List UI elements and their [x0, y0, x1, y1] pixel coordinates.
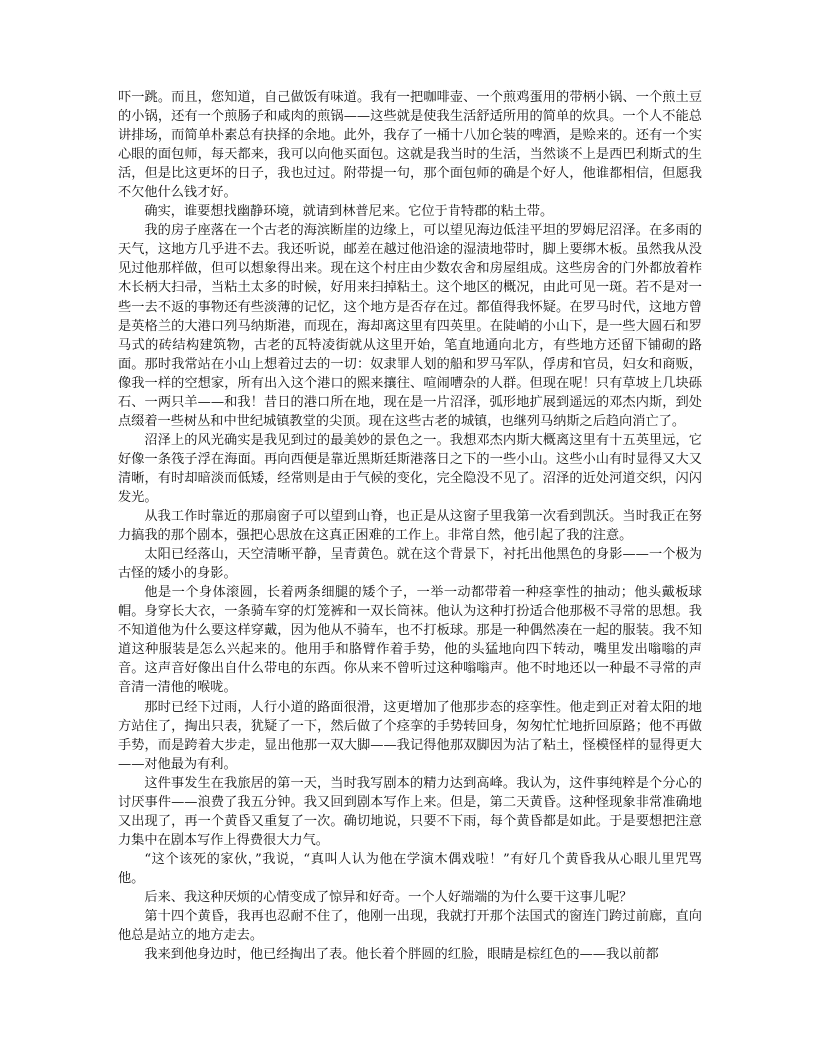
paragraph: 他是一个身体滚圆，长着两条细腿的矮个子，一举一动都带着一种痉挛性的抽动；他头戴板球帽。身穿长大衣，一条骑车穿的灯笼裤和一双长筒袜。他认为这种打扮适合他那极不寻常的思想。我不知道他为什么要这样穿戴，因为他从不骑车，也不打板球。那是一种偶然凑在一起的服装。我不知道这种服装是怎么兴起来的。他用手和胳臂作着手势，他的头猛地向四下转动，嘴里发出嗡嗡的声音。这声音好像出自什么带电的东西。你从来不曾听过这种嗡嗡声。他不时地还以一种最不寻常的声音清一清他的喉咙。 [118, 585, 702, 696]
paragraph: 确实，谁要想找幽静环境，就请到林普尼来。它位于肯特郡的粘土带。 [144, 204, 554, 220]
paragraph: 从我工作时靠近的那扇窗子可以望到山脊，也正是从这窗子里我第一次看到凯沃。当时我正在努力搞我的那个剧本，强把心思放在这真正困难的工作上。非常自然，他引起了我的注意。 [118, 509, 702, 544]
paragraph: 那时已经下过雨，人行小道的路面很滑，这更增加了他那步态的痉挛性。他走到正对着太阳的地方站住了，掏出只表，犹疑了一下，然后做了个痉挛的手势转回身，匆匆忙忙地折回原路；他不再做手势，而是跨着大步走，显出他那一双大脚——我记得他那双脚因为沾了粘土，怪模怪样的显得更大——对他最为有利。 [118, 699, 702, 772]
paragraph: 吓一跳。而且，您知道，自己做饭有味道。我有一把咖啡壶、一个煎鸡蛋用的带柄小锅、一个煎土豆的小锅，还有一个煎肠子和咸肉的煎锅——这些就是使我生活舒适所用的简单的炊具。一个人不能总讲排场，而简单朴素总有抉择的余地。此外，我存了一桶十八加仑装的啤酒，是赊来的。还有一个实心眼的面包师，每天都来，我可以向他买面包。这就是我当时的生活，当然谈不上是西巴利斯式的生活，但是比这更坏的日子，我也过过。附带提一句，那个面包师的确是个好人，他谁都相信，但愿我不欠他什么钱才好。 [118, 90, 702, 201]
paragraph: “这个该死的家伙，”我说，“真叫人认为他在学演木偶戏啦！”有好几个黄昏我从心眼儿里咒骂他。 [118, 851, 702, 886]
paragraph: 这件事发生在我旅居的第一天，当时我写剧本的精力达到高峰。我认为，这件事纯粹是个分心的讨厌事件——浪费了我五分钟。我又回到剧本写作上来。但是，第二天黄昏。这种怪现象非常准确地又出现了，再一个黄昏又重复了一次。确切地说，只要不下雨，每个黄昏都是如此。于是要想把注意力集中在剧本写作上得费很大力气。 [118, 775, 702, 848]
paragraph: 太阳已经落山，天空清晰平静，呈青黄色。就在这个背景下，衬托出他黑色的身影——一个极为古怪的矮小的身影。 [118, 547, 702, 582]
paragraph: 第十四个黄昏，我再也忍耐不住了，他刚一出现，我就打开那个法国式的窗连门跨过前廊，直向他总是站立的地方走去。 [118, 909, 702, 944]
paragraph: 我来到他身边时，他已经掏出了表。他长着个胖圆的红脸，眼睛是棕红色的——我以前都 [144, 947, 659, 963]
paragraph: 沼泽上的风光确实是我见到过的最美妙的景色之一。我想邓杰内斯大概离这里有十五英里远，它好像一条筏子浮在海面。再向西便是靠近黑斯廷斯港落日之下的一些小山。这些小山有时显得又大又清晰，有时却暗淡而低矮，经常则是由于气候的变化，完全隐没不见了。沼泽的近处河道交织，闪闪发光。 [118, 432, 702, 505]
document-page [118, 88, 702, 964]
paragraph: 后来、我这种厌烦的心情变成了惊异和好奇。一个人好端端的为什么要干这事儿呢？ [144, 889, 633, 905]
paragraph: 我的房子座落在一个古老的海滨断崖的边缘上，可以望见海边低洼平坦的罗姆尼沼泽。在多雨的天气，这地方几乎进不去。我还听说，邮差在越过他沿途的湿渍地带时，脚上要绑木板。虽然我从没见过他那样做，但可以想象得出来。现在这个村庄由少数农舍和房屋组成。这些房舍的门外都放着柞木长柄大扫帚，当粘土太多的时候，好用来扫掉粘土。这个地区的概况，由此可见一斑。若不是对一些一去不返的事物还有些淡薄的记忆，这个地方是否存在过。都值得我怀疑。在罗马时代，这地方曾是英格兰的大港口列马纳斯港，而现在，海却离这里有四英里。在陡峭的小山下，是一些大圆石和罗马式的砖结构建筑物，古老的瓦特凌街就从这里开始，笔直地通向北方，有些地方还留下铺砌的路面。那时我常站在小山上想着过去的一切：奴隶罪人划的船和罗马军队，俘虏和官员，妇女和商贩，像我一样的空想家，所有出入这个港口的熙来攘往、喧闹嘈杂的人群。但现在呢！只有草坡上几块砾石、一两只羊——和我！昔日的港口所在地，现在是一片沼泽，弧形地扩展到遥远的邓杰内斯，到处点缀着一些树丛和中世纪城镇教堂的尖顶。现在这些古老的城镇，也继列马纳斯之后趋向消亡了。 [118, 223, 702, 429]
